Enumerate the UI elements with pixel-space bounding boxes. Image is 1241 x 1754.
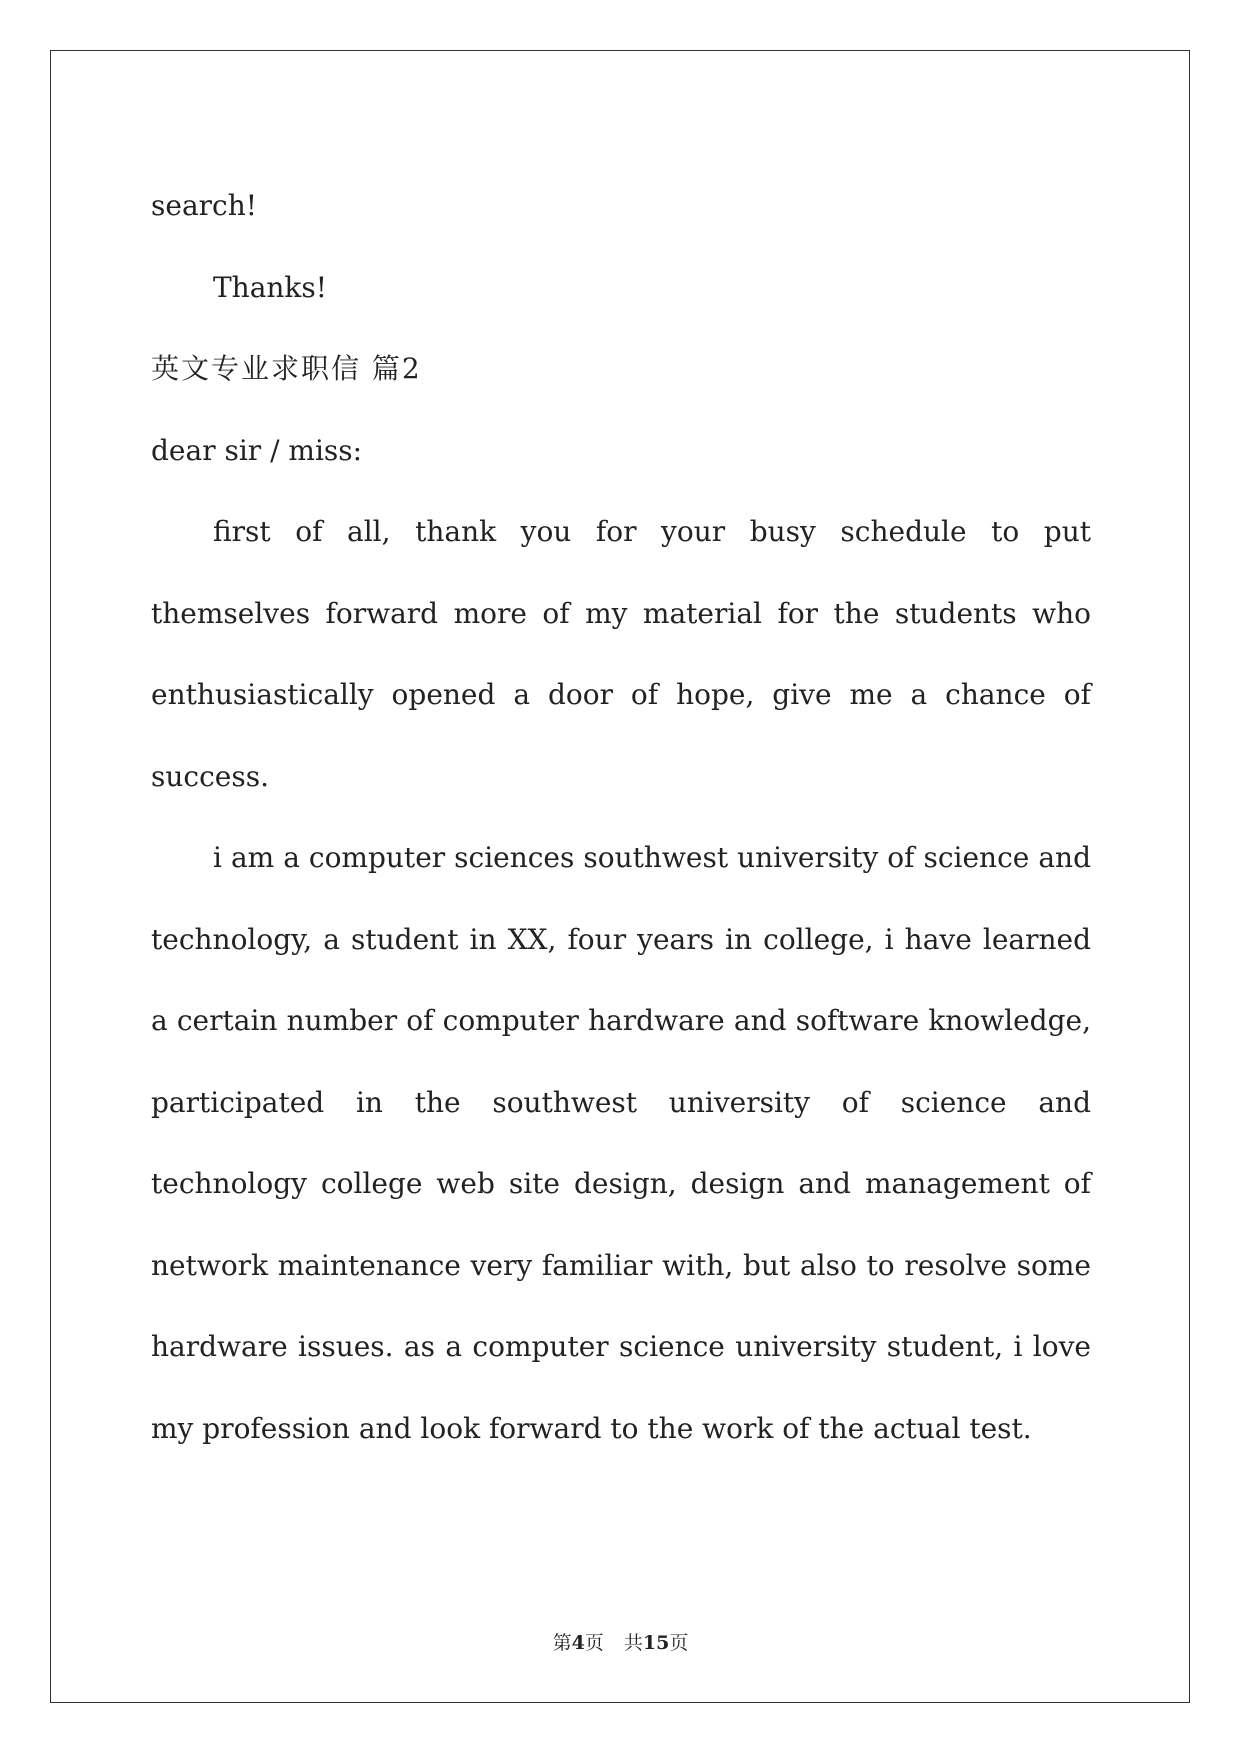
section-heading: 英文专业求职信 篇2 [151,352,422,385]
paragraph-intro: first of all, thank you for your busy schedule to put themselves forward more of my material for the students who enthusiastically opened a door of hope, give me a chance of success. [151,515,1091,793]
page-number-suffix: 页 [584,1632,604,1654]
page-number-prefix: 第 [552,1632,572,1654]
paragraph-background: i am a computer sciences southwest university of science and technology, a student in XX, four years in college, i have learned a certain number of computer hardware and software knowledge, participated in the southwest university of science and technology college web site design, design and management of network maintenance very familiar with, but also to resolve some hardware issues. as a computer science university student, i love my profession and look forward to the work of the actual test. [151,841,1091,1445]
text-line-thanks: Thanks! [213,270,328,304]
page-total-count: 15 [642,1632,670,1654]
page-footer [0,1628,1241,1655]
page-number-current: 4 [571,1632,585,1654]
page-total-prefix: 共 [623,1632,643,1654]
salutation: dear sir / miss: [151,433,363,467]
text-line-search: search! [151,189,257,222]
document-body [151,165,1091,1469]
page-total-suffix: 页 [669,1632,689,1654]
